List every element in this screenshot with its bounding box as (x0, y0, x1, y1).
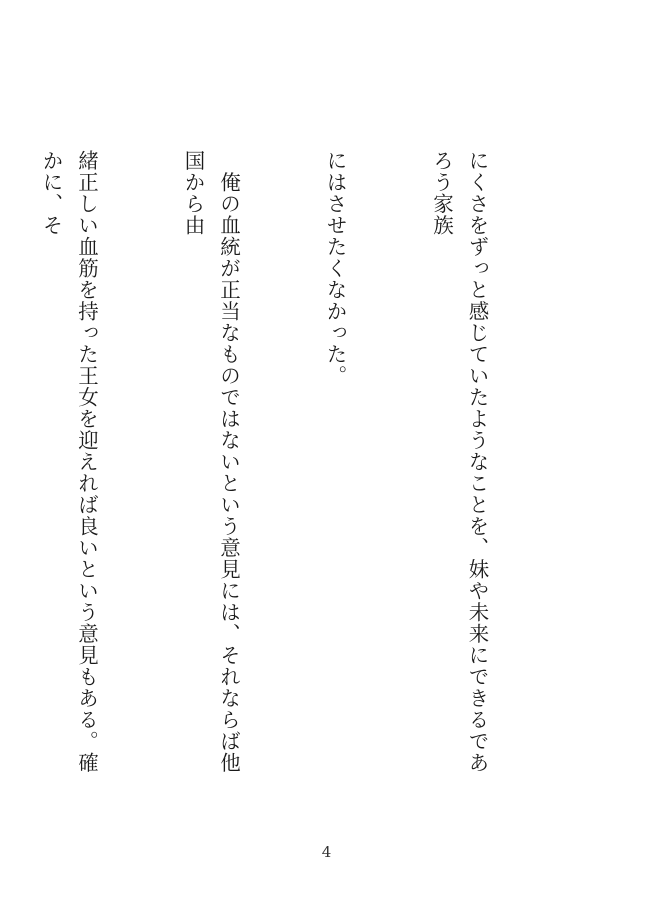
vertical-text-body (0, 150, 565, 780)
text-line: にはさせたくなかった。 (323, 150, 347, 387)
text-line: にくさをずっと感じていたようなことを、妹や未来にできるであろう家族 (429, 150, 489, 774)
page-number: 4 (321, 843, 332, 861)
text-line: 緒正しい血筋を持った王女を迎えれば良いという意見もある。確かに、そ (39, 150, 99, 774)
text-line: 俺の血統が正当なものではないという意見には、それならば他国から由 (181, 150, 241, 774)
